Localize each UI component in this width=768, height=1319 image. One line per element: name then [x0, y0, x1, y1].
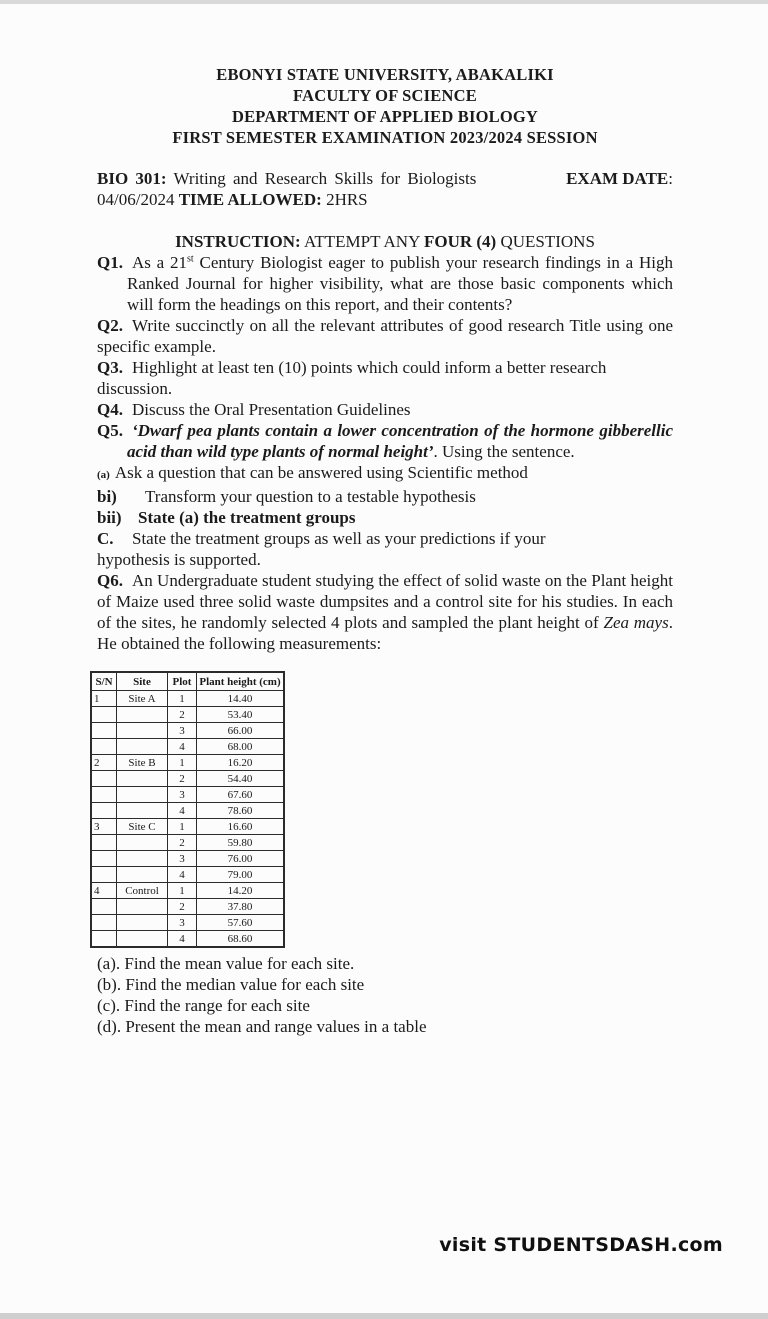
table-cell: [117, 899, 168, 915]
question-6-sub-c: (c). Find the range for each site: [97, 996, 310, 1015]
table-header-row: [91, 672, 284, 691]
question-6-sub-b: (b). Find the median value for each site: [97, 975, 365, 994]
sub-c-label: C.: [97, 529, 114, 548]
exam-date-value: 04/06/2024: [97, 190, 175, 209]
table-cell: Site A: [117, 691, 168, 707]
table-cell: 67.60: [197, 787, 285, 803]
question-6-sub-a: (a). Find the mean value for each site.: [97, 954, 355, 973]
table-row: [91, 691, 284, 707]
table-cell: 59.80: [197, 835, 285, 851]
table-cell: 1: [168, 819, 197, 835]
column-header-sn: S/N: [91, 672, 117, 691]
table-cell: [117, 739, 168, 755]
table-cell: 79.00: [197, 867, 285, 883]
table-cell: [91, 739, 117, 755]
watermark-site-link: visit STUDENTSDASH.com: [439, 1234, 723, 1256]
table-cell: [91, 803, 117, 819]
sub-a-text: Ask a question that can be answered using Scientific method: [114, 463, 528, 482]
department-name: DEPARTMENT OF APPLIED BIOLOGY: [231, 107, 539, 126]
table-cell: 3: [168, 915, 197, 931]
table-cell: [91, 707, 117, 723]
table-row: [91, 723, 284, 739]
course-info-block: [97, 168, 673, 210]
session-title: FIRST SEMESTER EXAMINATION 2023/2024 SESSION: [172, 128, 598, 147]
table-cell: 16.20: [197, 755, 285, 771]
table-cell: 2: [168, 899, 197, 915]
instruction-line: [97, 231, 673, 252]
instruction-bold: FOUR (4): [423, 232, 497, 251]
table-cell: 57.60: [197, 915, 285, 931]
course-title: [97, 168, 476, 189]
question-5-sub-bii: [97, 507, 673, 528]
table-cell: 16.60: [197, 819, 285, 835]
table-cell: 4: [91, 883, 117, 899]
question-2: [97, 315, 673, 357]
table-cell: [117, 867, 168, 883]
course-line-2: [97, 189, 673, 210]
sub-bi-label: bi): [97, 487, 117, 506]
table-cell: [91, 867, 117, 883]
table-cell: 3: [168, 723, 197, 739]
question-4-text: Discuss the Oral Presentation Guidelines: [131, 400, 411, 419]
sub-a-label: (a): [97, 469, 110, 481]
table-cell: 53.40: [197, 707, 285, 723]
table-cell: Control: [117, 883, 168, 899]
table-cell: [91, 771, 117, 787]
question-5-label: Q5.: [97, 421, 123, 440]
table-row: [91, 803, 284, 819]
table-cell: 68.60: [197, 931, 285, 948]
exam-date-label-wrap: [566, 168, 673, 189]
table-row: [91, 915, 284, 931]
table-cell: 3: [91, 819, 117, 835]
table-row: [91, 755, 284, 771]
table-cell: 4: [168, 931, 197, 948]
question-5-subparts: [97, 462, 673, 570]
sub-bii-text: State (a) the treatment groups: [138, 508, 356, 527]
table-cell: 37.80: [197, 899, 285, 915]
table-row: [91, 883, 284, 899]
instruction-post: QUESTIONS: [500, 232, 595, 251]
university-name: EBONYI STATE UNIVERSITY, ABAKALIKI: [216, 65, 554, 84]
sub-bii-label: bii): [97, 508, 122, 527]
instruction-label: INSTRUCTION:: [175, 232, 301, 251]
question-4: [97, 399, 673, 420]
table-row: [91, 899, 284, 915]
table-cell: [91, 851, 117, 867]
time-allowed-label: TIME ALLOWED:: [178, 190, 322, 209]
table-cell: 2: [168, 835, 197, 851]
table-cell: [91, 931, 117, 948]
table-row: [91, 707, 284, 723]
column-header-plot: Plot: [168, 672, 197, 691]
table-cell: [91, 915, 117, 931]
course-code: BIO 301:: [97, 169, 167, 188]
table-cell: [91, 899, 117, 915]
question-6-subparts: [97, 953, 673, 1037]
question-5-sub-a: [97, 462, 673, 486]
table-cell: [117, 771, 168, 787]
table-cell: 2: [91, 755, 117, 771]
question-6-sub-d: (d). Present the mean and range values in a table: [97, 1017, 427, 1036]
table-cell: 3: [168, 787, 197, 803]
sub-c-text: State the treatment groups as well as your predictions if your hypothesis is supported.: [97, 529, 546, 569]
exam-paper-content: [94, 64, 673, 1037]
question-1-text-end: Century Biologist eager to publish your research findings in a High Ranked Journal for higher visibility, what are those basic components which will form the headings on this report, and their contents?: [127, 253, 673, 314]
question-5-sub-c: [97, 528, 621, 570]
question-6-text-start: An Undergraduate student studying the effect of solid waste on the Plant height of Maize used three solid waste dumpsites and a control site for his studies. In each of the sites, he randomly selected 4 plots and sampled the plant height of: [97, 571, 673, 632]
table-cell: 14.20: [197, 883, 285, 899]
table-cell: 4: [168, 867, 197, 883]
university-header: [97, 64, 673, 148]
question-6-text-end: . He obtained the following measurements:: [97, 613, 673, 653]
table-cell: 2: [168, 707, 197, 723]
table-cell: [117, 803, 168, 819]
table-cell: [91, 787, 117, 803]
table-cell: [117, 787, 168, 803]
question-5: [97, 420, 673, 462]
question-4-label: Q4.: [97, 400, 123, 419]
table-cell: 54.40: [197, 771, 285, 787]
table-cell: 1: [168, 883, 197, 899]
exam-date-colon: :: [668, 169, 673, 188]
time-allowed-value: 2HRS: [326, 190, 368, 209]
table-row: [91, 819, 284, 835]
column-header-plant-height: Plant height (cm): [197, 672, 285, 691]
table-cell: [117, 707, 168, 723]
table-cell: Site B: [117, 755, 168, 771]
measurement-table: [90, 671, 285, 948]
question-2-text: Write succinctly on all the relevant attributes of good research Title using one specific example.: [97, 316, 673, 356]
table-cell: 3: [168, 851, 197, 867]
table-cell: Site C: [117, 819, 168, 835]
table-row: [91, 867, 284, 883]
question-6: [97, 570, 673, 654]
table-cell: 68.00: [197, 739, 285, 755]
table-cell: 78.60: [197, 803, 285, 819]
table-row: [91, 835, 284, 851]
table-cell: [117, 931, 168, 948]
question-1-text-start: As a 21: [131, 253, 188, 272]
table-cell: [117, 723, 168, 739]
exam-date-label: EXAM DATE: [566, 169, 669, 188]
question-1-label: Q1.: [97, 253, 123, 272]
table-cell: 4: [168, 739, 197, 755]
sub-bi-text: Transform your question to a testable hypothesis: [145, 487, 476, 506]
table-cell: 1: [91, 691, 117, 707]
course-line-1: [97, 168, 673, 189]
instruction-pre: ATTEMPT ANY: [304, 232, 420, 251]
measurement-table-head: [91, 672, 284, 691]
species-name-italic: Zea mays: [603, 613, 669, 632]
table-cell: 14.40: [197, 691, 285, 707]
page-edge-top: [0, 0, 768, 4]
table-cell: 66.00: [197, 723, 285, 739]
table-cell: [117, 915, 168, 931]
table-cell: [91, 723, 117, 739]
column-header-site: Site: [117, 672, 168, 691]
question-5-sub-bi: [97, 486, 673, 507]
page-edge-bottom: [0, 1313, 768, 1319]
table-cell: 1: [168, 691, 197, 707]
table-cell: [117, 835, 168, 851]
question-5-after-quote: . Using the sentence.: [433, 442, 575, 461]
question-5-quote: ‘Dwarf pea plants contain a lower concentration of the hormone gibberellic acid than wild type plants of normal height’: [127, 421, 673, 461]
table-row: [91, 739, 284, 755]
table-cell: [91, 835, 117, 851]
question-3-label: Q3.: [97, 358, 123, 377]
table-cell: 1: [168, 755, 197, 771]
course-title-text: Writing and Research Skills for Biologists: [173, 169, 477, 188]
faculty-name: FACULTY OF SCIENCE: [293, 86, 477, 105]
table-row: [91, 771, 284, 787]
table-cell: 2: [168, 771, 197, 787]
table-row: [91, 931, 284, 948]
table-cell: 4: [168, 803, 197, 819]
question-3-text: Highlight at least ten (10) points which could inform a better research discussion.: [97, 358, 607, 398]
question-6-label: Q6.: [97, 571, 123, 590]
table-cell: [117, 851, 168, 867]
measurement-table-body: [91, 691, 284, 948]
question-3: [97, 357, 673, 399]
superscript-ordinal: st: [187, 253, 194, 265]
table-row: [91, 787, 284, 803]
question-2-label: Q2.: [97, 316, 123, 335]
question-1: [97, 252, 673, 315]
table-cell: 76.00: [197, 851, 285, 867]
table-row: [91, 851, 284, 867]
